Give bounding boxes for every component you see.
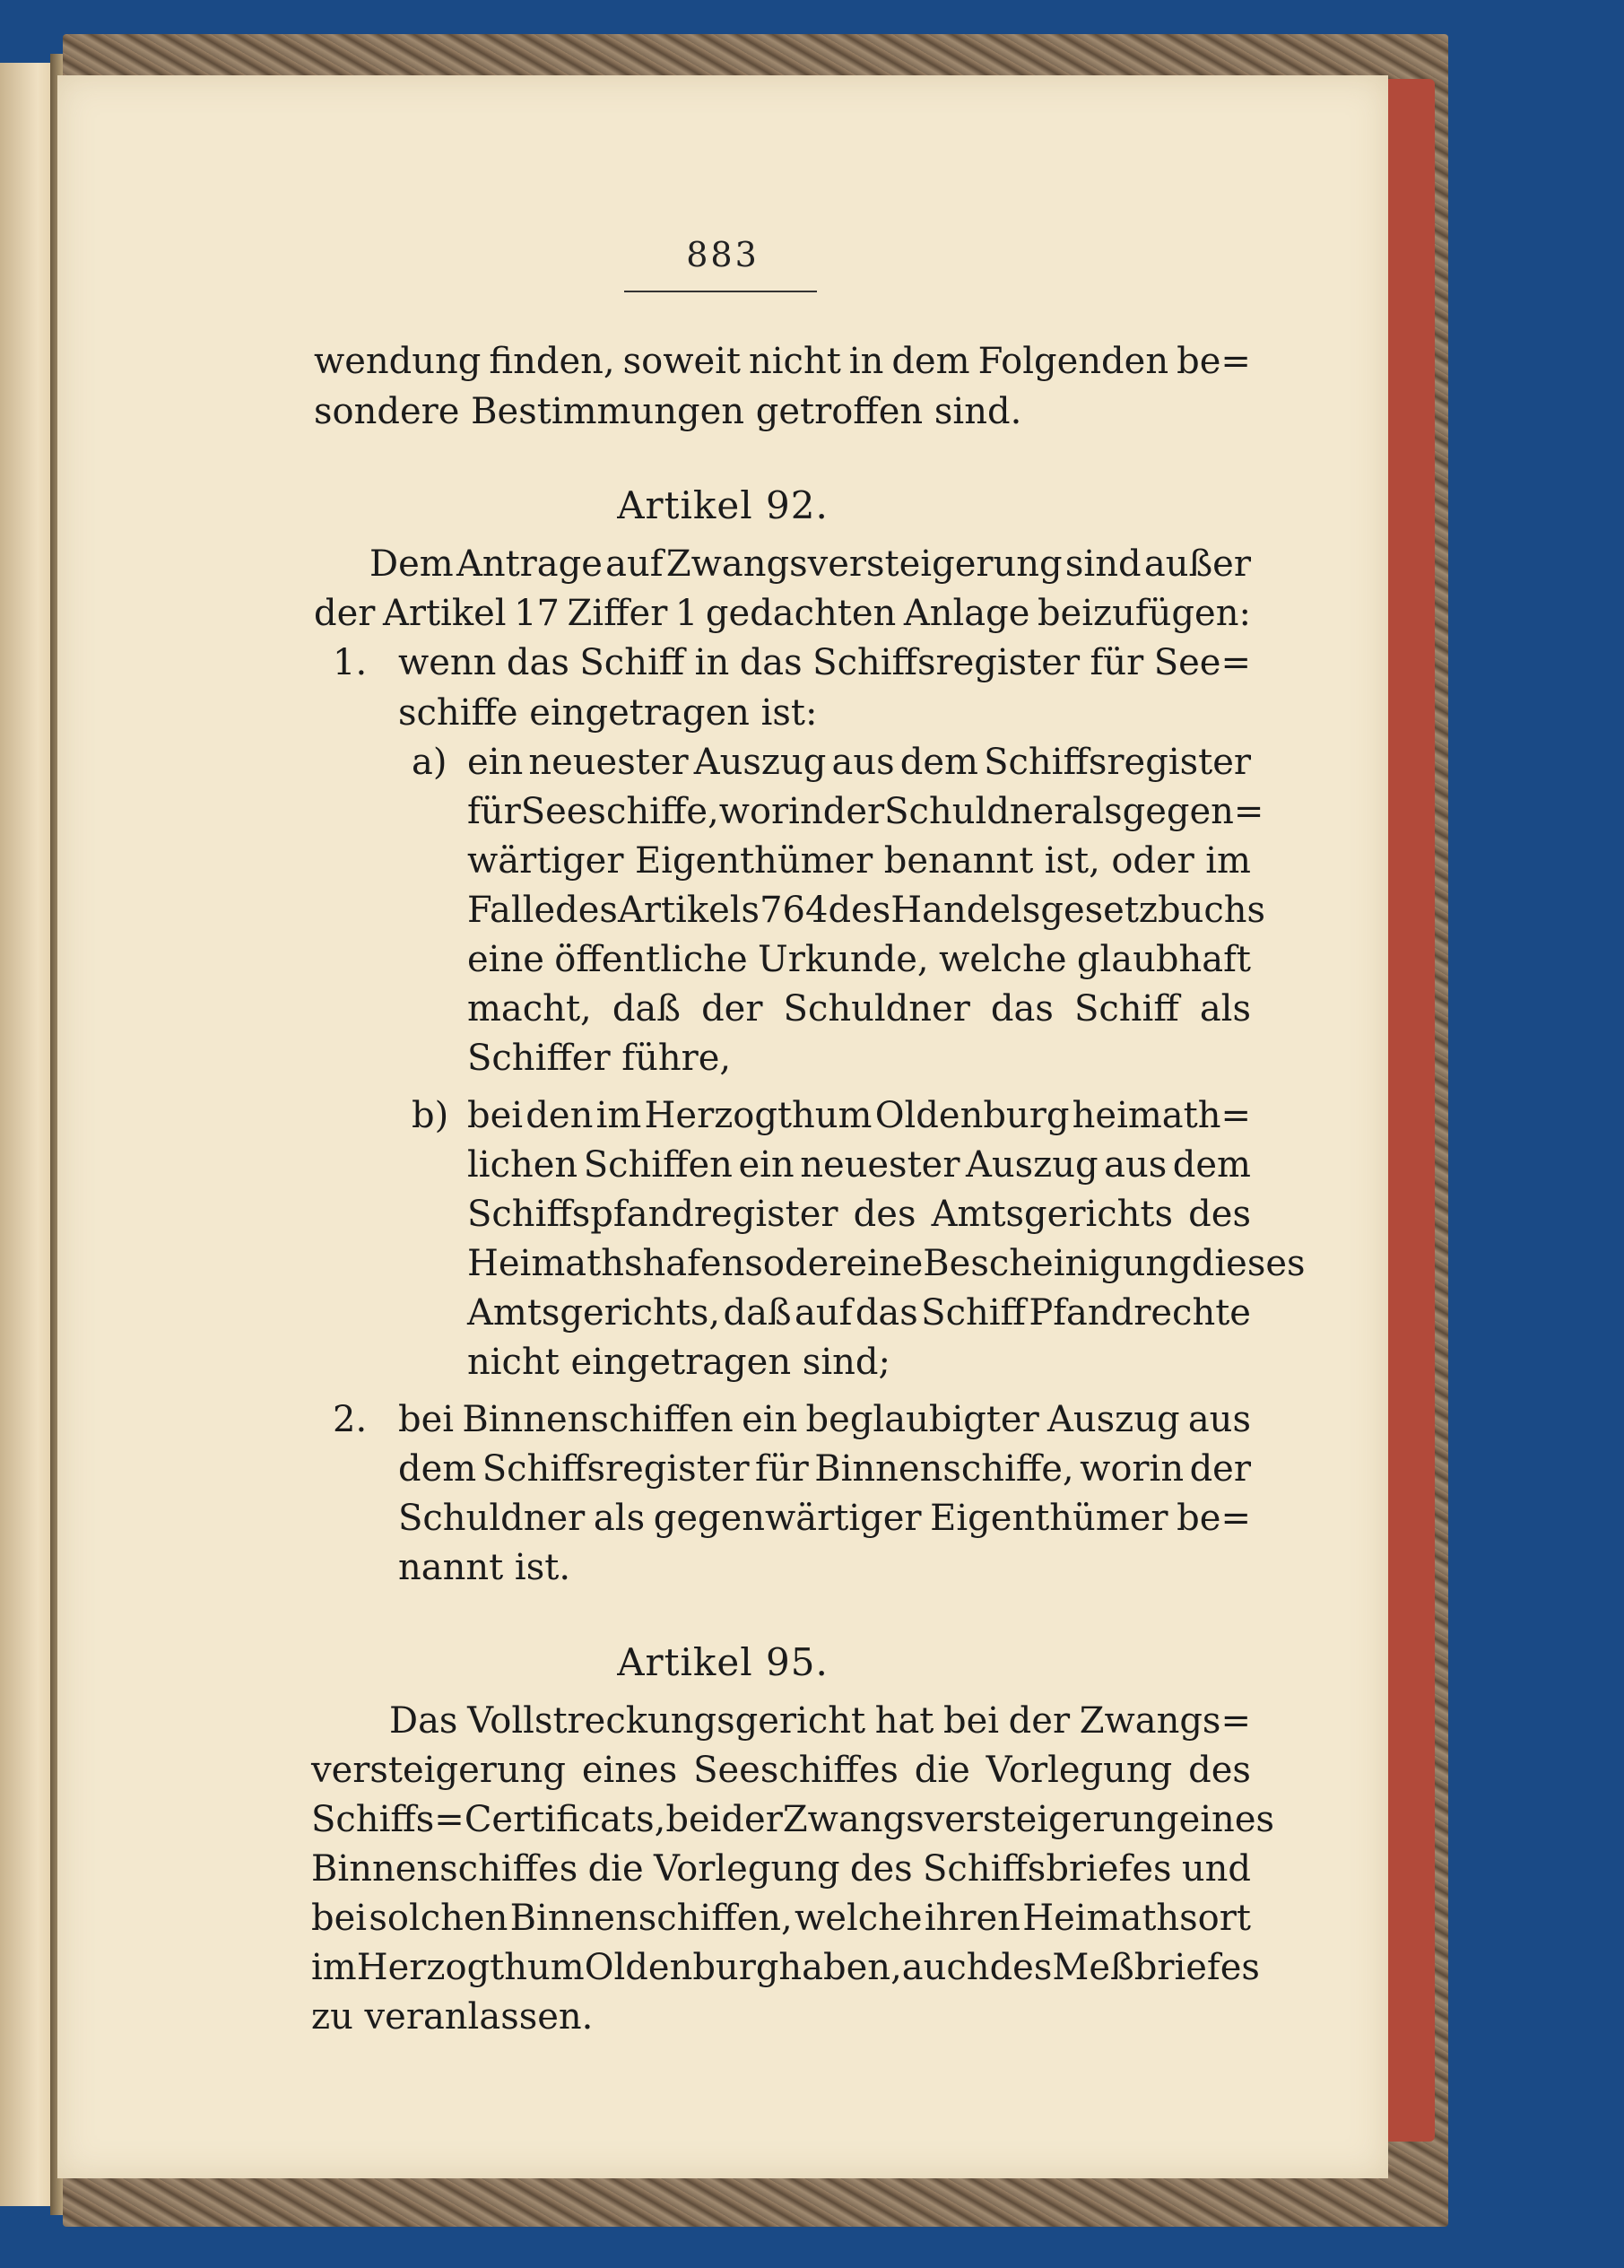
word: bei: [311, 1898, 368, 1939]
word: eines: [581, 1750, 678, 1791]
item-1a-line-4: [467, 890, 1266, 931]
word: Zwangs=: [1079, 1700, 1251, 1742]
word: Amtsgerichts,: [467, 1292, 721, 1334]
word: 764: [760, 890, 829, 931]
word: solchen: [369, 1898, 508, 1939]
word: Vollstreckungsgericht: [467, 1700, 866, 1742]
item-1a-line-2: [467, 791, 1264, 832]
word: Dem: [369, 543, 454, 585]
page-edge-red: [1381, 79, 1435, 2142]
word: des: [1188, 1194, 1251, 1235]
word: sind: [1064, 543, 1142, 585]
item-1b-line-2: [467, 1144, 1251, 1186]
item-1a-line-5: [467, 939, 1251, 980]
word: die: [587, 1848, 644, 1890]
word: im: [311, 1947, 357, 1988]
word: eine: [846, 1243, 924, 1284]
word: in: [848, 341, 884, 382]
word: das: [990, 988, 1054, 1030]
word: Schiffsregister: [482, 1448, 750, 1490]
word: glaubhaft: [1076, 939, 1251, 980]
word: wärtiger: [467, 840, 624, 882]
item-2-line-3: [398, 1498, 1251, 1539]
word: benannt: [883, 840, 1034, 882]
word: Schuldner: [398, 1498, 586, 1539]
item-1b-line-1: [467, 1095, 1251, 1136]
item-1a-line-7: Schiffer führe,: [467, 1038, 732, 1079]
word: außer: [1143, 543, 1251, 585]
word: des: [555, 890, 618, 931]
word: beglaubigter: [805, 1399, 1039, 1440]
item-1a-line-6: [467, 988, 1251, 1030]
page-text: [57, 75, 1388, 2178]
word: dieses: [1191, 1243, 1306, 1284]
word: versteigerung: [311, 1750, 566, 1791]
word: für: [467, 791, 521, 832]
word: oder: [1111, 840, 1194, 882]
page-number: 883: [686, 235, 760, 274]
word: nicht: [749, 341, 841, 382]
word: Binnenschiffen,: [509, 1898, 793, 1939]
word: den: [525, 1095, 594, 1136]
word: Eigenthümer: [930, 1498, 1168, 1539]
left-page-edge: [0, 63, 54, 2206]
word: als: [1199, 988, 1251, 1030]
word: Binnenschiffen: [462, 1399, 734, 1440]
word: Schiffsbriefes: [923, 1848, 1172, 1890]
word: Vorlegung: [986, 1750, 1173, 1791]
word: bei: [942, 1700, 1000, 1742]
word: Schiffsregister: [984, 742, 1251, 783]
word: gedachten: [705, 593, 897, 634]
word: Artikel: [382, 593, 507, 634]
word: Seeschiffes: [693, 1750, 899, 1791]
word: Herzogthum: [644, 1095, 873, 1136]
word: der: [721, 1799, 783, 1840]
word: aus: [1104, 1144, 1168, 1186]
word: Herzogthum: [356, 1947, 585, 1988]
word: Artikels: [617, 890, 760, 931]
word: wenn: [398, 642, 497, 683]
word: auch: [901, 1947, 990, 1988]
word: im: [595, 1095, 642, 1136]
article-95-line-6: [311, 1947, 1260, 1988]
word: Heimathshafens: [467, 1243, 763, 1284]
article-95-line-7: zu veranlassen.: [311, 1996, 594, 2038]
word: aus: [1187, 1399, 1251, 1440]
word: im: [1205, 840, 1251, 882]
word: die: [914, 1750, 970, 1791]
word: aus: [831, 742, 895, 783]
word: daß: [723, 1292, 792, 1334]
book-page: [57, 75, 1388, 2178]
word: Oldenburg: [874, 1095, 1070, 1136]
intro-line-1: [314, 341, 1251, 382]
article-95-line-4: [311, 1848, 1251, 1890]
word: des: [849, 1848, 913, 1890]
word: oder: [762, 1243, 847, 1284]
word: Anlage: [903, 593, 1030, 634]
word: dem: [1172, 1144, 1251, 1186]
item-2-marker: 2.: [333, 1399, 368, 1440]
word: des: [989, 1947, 1053, 1988]
word: dem: [891, 341, 970, 382]
word: welche: [795, 1898, 923, 1939]
word: und: [1181, 1848, 1251, 1890]
word: Oldenburg: [584, 1947, 779, 1988]
word: Meßbriefes: [1052, 1947, 1260, 1988]
word: Schiff: [1073, 988, 1179, 1030]
word: des: [828, 890, 891, 931]
word: 17: [514, 593, 560, 634]
word: ein: [467, 742, 524, 783]
word: gegen=: [1122, 791, 1264, 832]
word: Auszug: [693, 742, 827, 783]
word: Schiffs=Certificats,: [311, 1799, 666, 1840]
word: Handelsgesetzbuchs: [890, 890, 1266, 931]
article-92-lead-1: [369, 543, 1251, 585]
word: das: [739, 642, 803, 683]
word: neuester: [800, 1144, 960, 1186]
word: Schiff: [579, 642, 685, 683]
word: auf: [605, 543, 664, 585]
word: des: [1188, 1750, 1251, 1791]
word: als: [593, 1498, 646, 1539]
item-1b-line-3: [467, 1194, 1251, 1235]
word: das: [855, 1292, 918, 1334]
word: ist,: [1044, 840, 1100, 882]
word: soweit: [622, 341, 741, 382]
word: Ziffer: [567, 593, 668, 634]
word: der: [1189, 1448, 1251, 1490]
word: finden,: [489, 341, 615, 382]
word: Pfandrechte: [1029, 1292, 1251, 1334]
word: Vorlegung: [653, 1848, 840, 1890]
word: haben,: [778, 1947, 902, 1988]
word: be=: [1177, 1498, 1251, 1539]
article-92-lead-2: [314, 593, 1251, 634]
word: öffentliche: [554, 939, 748, 980]
word: des: [853, 1194, 916, 1235]
article-95-line-1: [389, 1700, 1251, 1742]
word: ein: [742, 1399, 798, 1440]
word: wendung: [314, 341, 482, 382]
word: Schiffsregister: [812, 642, 1081, 683]
item-2-line-1: [398, 1399, 1251, 1440]
item-1-line-1: [398, 642, 1251, 683]
word: Bescheinigung: [923, 1243, 1192, 1284]
word: für: [755, 1448, 809, 1490]
word: für: [1090, 642, 1144, 683]
item-1b-line-6: nicht eingetragen sind;: [467, 1342, 890, 1383]
article-95-heading: Artikel 95.: [617, 1640, 829, 1684]
word: Schiffspfandregister: [467, 1194, 838, 1235]
word: eines: [1178, 1799, 1275, 1840]
word: Das: [389, 1700, 458, 1742]
item-1-marker: 1.: [333, 642, 368, 683]
word: bei: [467, 1095, 524, 1136]
word: der: [314, 593, 376, 634]
word: 1: [674, 593, 699, 634]
word: gegenwärtiger: [653, 1498, 922, 1539]
word: dem: [398, 1448, 477, 1490]
word: als: [1071, 791, 1123, 832]
word: heimath=: [1072, 1095, 1251, 1136]
word: Urkunde,: [758, 939, 929, 980]
word: Binnenschiffe,: [814, 1448, 1074, 1490]
word: ein: [738, 1144, 795, 1186]
article-92-heading: Artikel 92.: [617, 483, 829, 527]
word: Binnenschiffes: [311, 1848, 578, 1890]
word: Seeschiffe,: [520, 791, 719, 832]
word: der: [701, 988, 763, 1030]
word: dem: [899, 742, 978, 783]
word: Auszug: [965, 1144, 1099, 1186]
word: eine: [467, 939, 544, 980]
word: bei: [665, 1799, 722, 1840]
word: Folgenden: [977, 341, 1169, 382]
word: Schiff: [921, 1292, 1026, 1334]
article-95-line-5: [311, 1898, 1251, 1939]
item-2-line-4: nannt ist.: [398, 1547, 571, 1588]
word: Schuldner: [783, 988, 970, 1030]
word: auf: [795, 1292, 853, 1334]
word: ihren: [924, 1898, 1020, 1939]
word: daß: [612, 988, 681, 1030]
word: Zwangsversteigerung: [782, 1799, 1179, 1840]
word: be=: [1177, 341, 1251, 382]
word: Schuldner: [884, 791, 1072, 832]
word: welche: [938, 939, 1067, 980]
item-1a-line-1: [467, 742, 1251, 783]
word: Falle: [467, 890, 556, 931]
item-1b-line-5: [467, 1292, 1251, 1334]
item-1a-marker: a): [412, 742, 447, 783]
word: bei: [398, 1399, 455, 1440]
word: Eigenthümer: [634, 840, 873, 882]
intro-line-2: sondere Bestimmungen getroffen sind.: [314, 391, 1022, 432]
article-95-line-2: [311, 1750, 1251, 1791]
word: See=: [1153, 642, 1251, 683]
word: macht,: [467, 988, 592, 1030]
word: Schiffen: [583, 1144, 733, 1186]
article-95-line-3: [311, 1799, 1275, 1840]
word: Auszug: [1046, 1399, 1180, 1440]
word: lichen: [467, 1144, 578, 1186]
word: Amtsgerichts: [931, 1194, 1174, 1235]
word: Zwangsversteigerung: [665, 543, 1063, 585]
word: Heimathsort: [1022, 1898, 1251, 1939]
word: das: [506, 642, 569, 683]
word: worin: [718, 791, 823, 832]
word: beizufügen:: [1037, 593, 1251, 634]
word: worin: [1080, 1448, 1185, 1490]
word: der: [1008, 1700, 1071, 1742]
word: Antrage: [456, 543, 603, 585]
word: neuester: [528, 742, 689, 783]
item-1b-marker: b): [412, 1095, 449, 1136]
word: hat: [874, 1700, 934, 1742]
word: der: [822, 791, 885, 832]
item-2-line-2: [398, 1448, 1251, 1490]
item-1a-line-3: [467, 840, 1251, 882]
word: in: [694, 642, 730, 683]
item-1b-line-4: [467, 1243, 1306, 1284]
item-1-line-2: schiffe eingetragen ist:: [398, 692, 818, 734]
